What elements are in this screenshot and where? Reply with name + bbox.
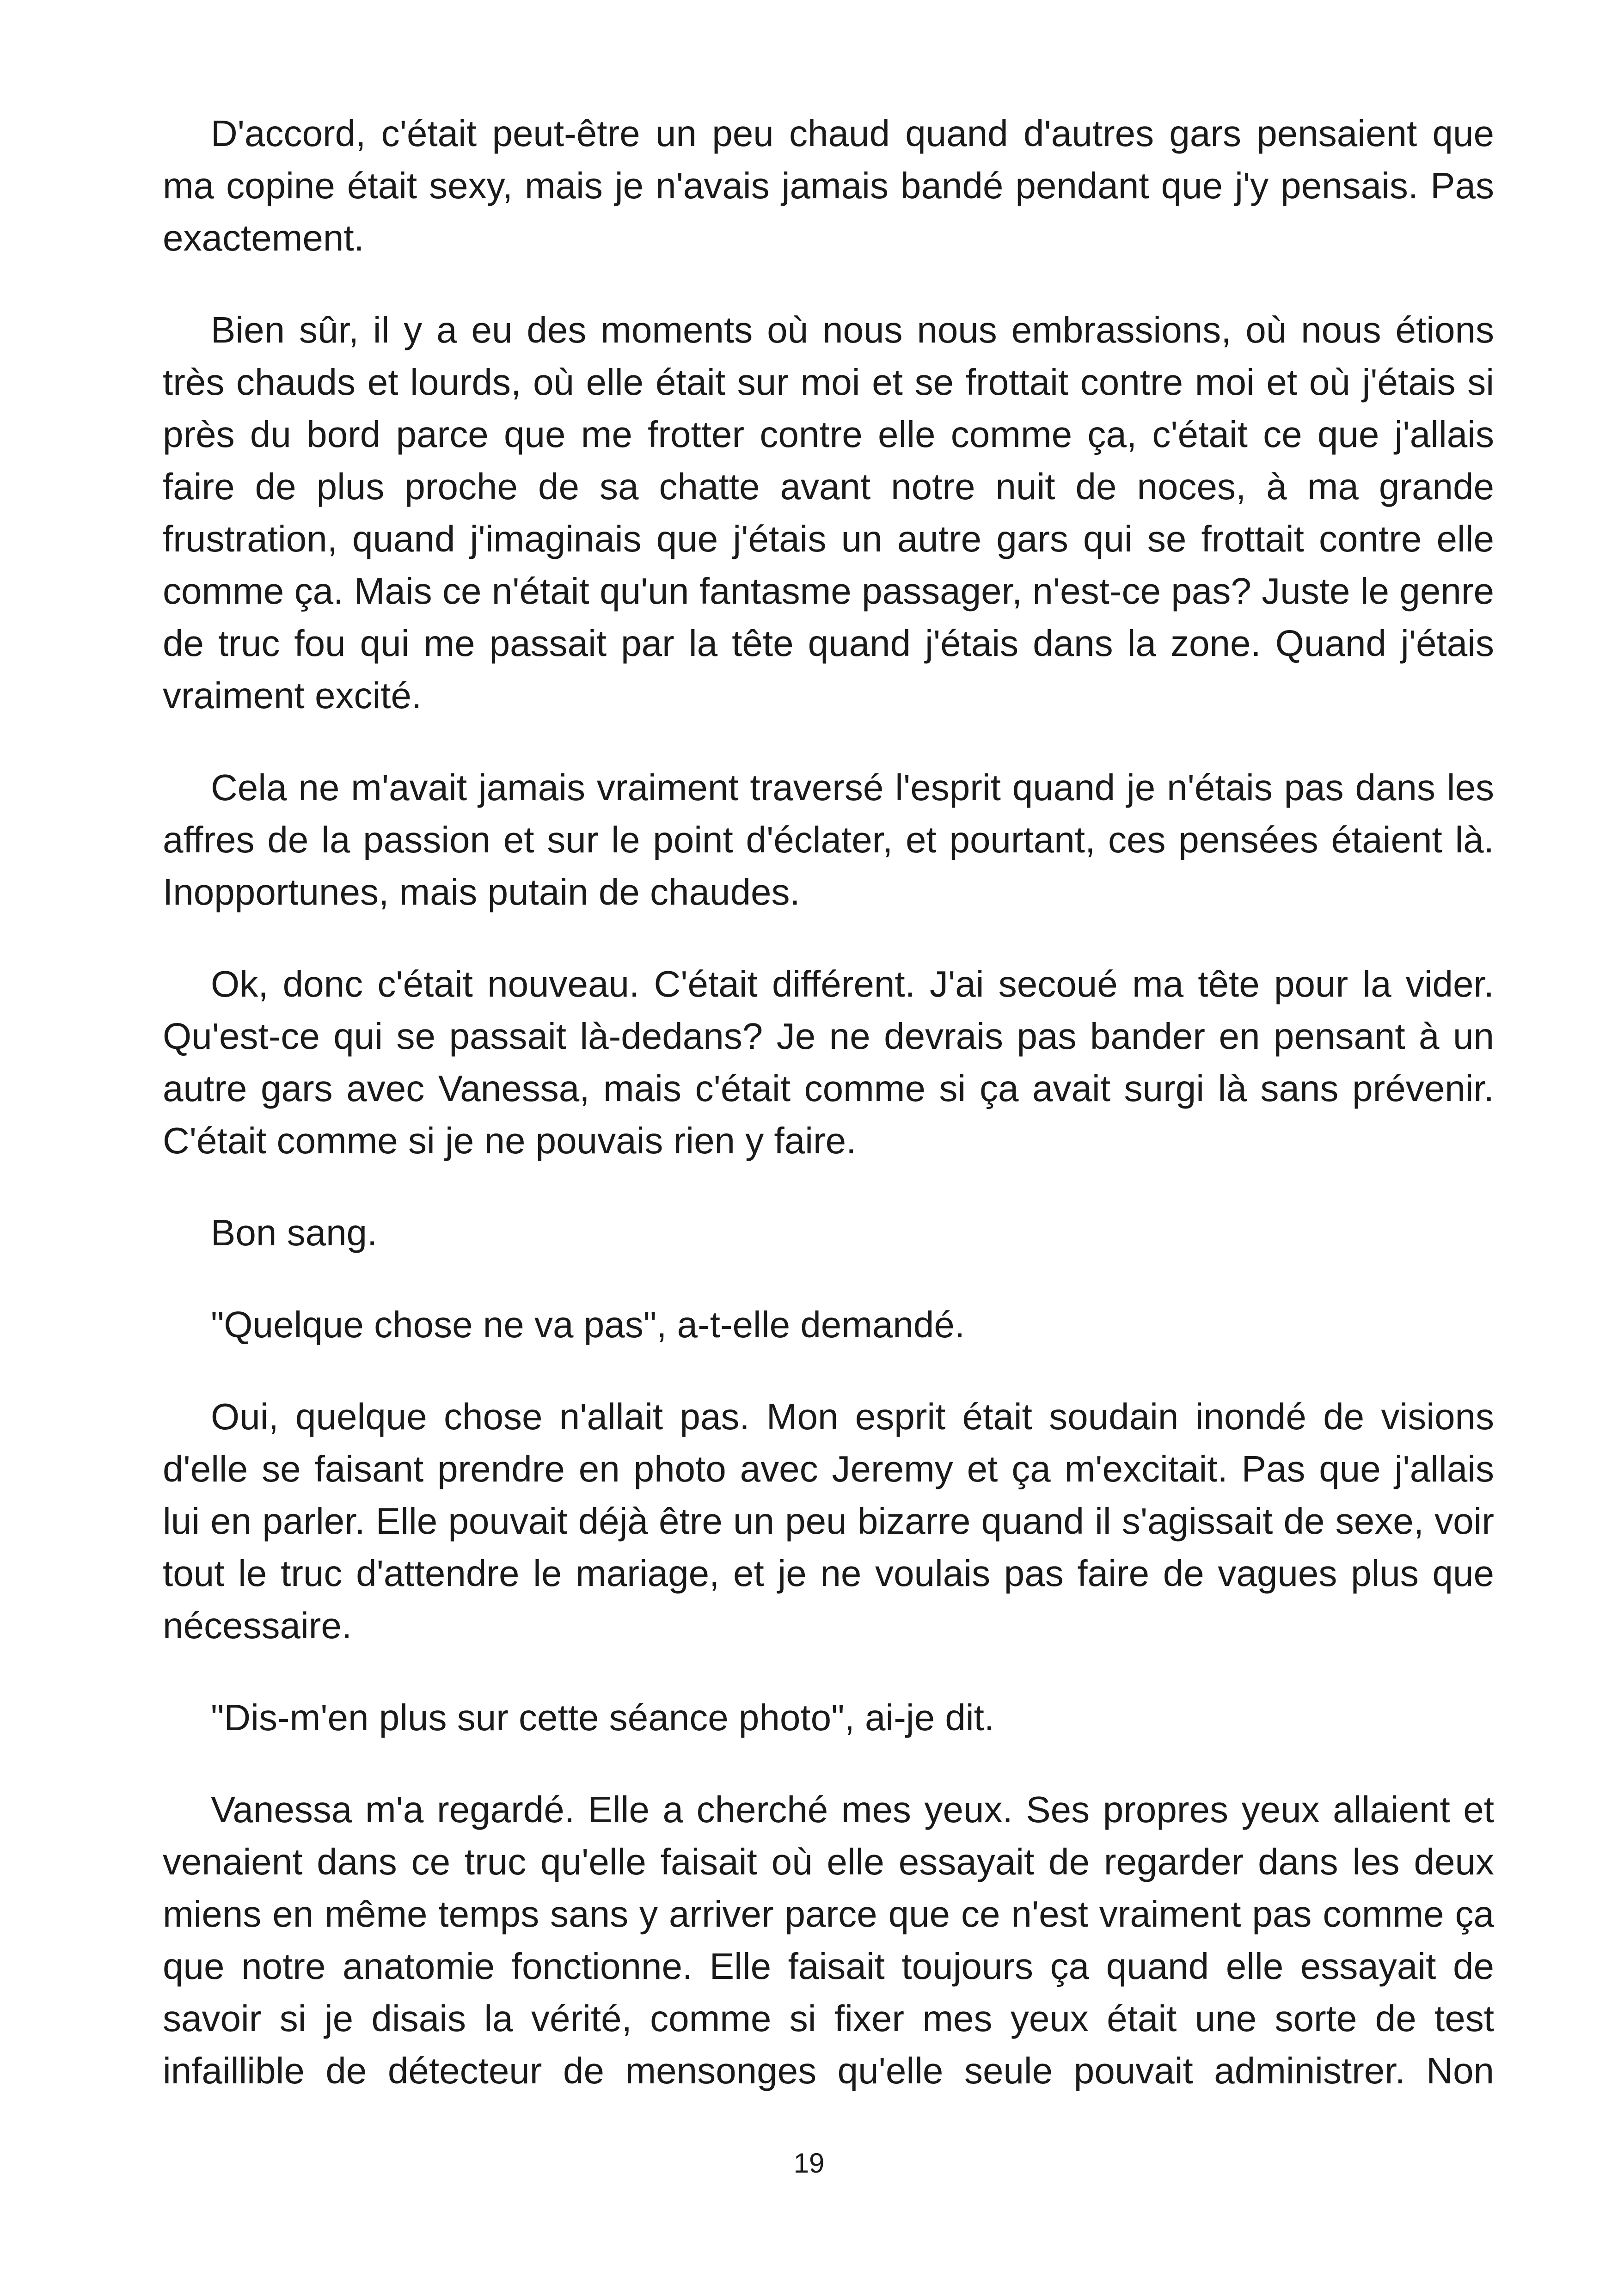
paragraph-9: Vanessa m'a regardé. Elle a cherché mes yeux. Ses propres yeux allaient et venaient dans ce truc qu'elle faisait où elle essayait de regarder dans les deux miens en même temps sans y arriver parce que ce n'est vraiment pas comme ça que notre anatomie fonctionne. Elle faisait toujours ça quand elle essayait de savoir si je disais la vérité, comme si fixer mes yeux était une sorte de test infaillible de détecteur de mensonges qu'elle seule pouvait administrer. Non <box>163 1789 1494 2091</box>
page-number: 19 <box>793 2148 825 2179</box>
paragraph-2: Bien sûr, il y a eu des moments où nous nous embrassions, où nous étions très chauds et lourds, où elle était sur moi et se frottait contre moi et où j'étais si près du bord parce que me frotter contre elle comme ça, c'était ce que j'allais faire de plus proche de sa chatte avant notre nuit de noces, à ma grande frustration, quand j'imaginais que j'étais un autre gars qui se frottait contre elle comme ça. Mais ce n'était qu'un fantasme passager, n'est-ce pas? Juste le genre de truc fou qui me passait par la tête quand j'étais dans la zone. Quand j'étais vraiment excité. <box>163 309 1494 716</box>
paragraph-8: "Dis-m'en plus sur cette séance photo", ai-je dit. <box>211 1697 995 1738</box>
paragraph-4: Ok, donc c'était nouveau. C'était différent. J'ai secoué ma tête pour la vider. Qu'est-ce qui se passait là-dedans? Je ne devrais pas bander en pensant à un autre gars avec Vanessa, mais c'était comme si ça avait surgi là sans prévenir. C'était comme si je ne pouvais rien y faire. <box>163 963 1494 1161</box>
paragraph-5: Bon sang. <box>211 1212 378 1253</box>
paragraph-7: Oui, quelque chose n'allait pas. Mon esprit était soudain inondé de visions d'elle se faisant prendre en photo avec Jeremy et ça m'excitait. Pas que j'allais lui en parler. Elle pouvait déjà être un peu bizarre quand il s'agissait de sexe, voir tout le truc d'attendre le mariage, et je ne voulais pas faire de vagues plus que nécessaire. <box>163 1396 1494 1646</box>
page-body <box>163 107 1494 2097</box>
paragraph-6: "Quelque chose ne va pas", a-t-elle demandé. <box>211 1304 965 1345</box>
paragraph-1: D'accord, c'était peut-être un peu chaud quand d'autres gars pensaient que ma copine était sexy, mais je n'avais jamais bandé pendant que j'y pensais. Pas exactement. <box>163 113 1494 258</box>
paragraph-3: Cela ne m'avait jamais vraiment traversé l'esprit quand je n'étais pas dans les affres de la passion et sur le point d'éclater, et pourtant, ces pensées étaient là. Inopportunes, mais putain de chaudes. <box>163 767 1494 912</box>
